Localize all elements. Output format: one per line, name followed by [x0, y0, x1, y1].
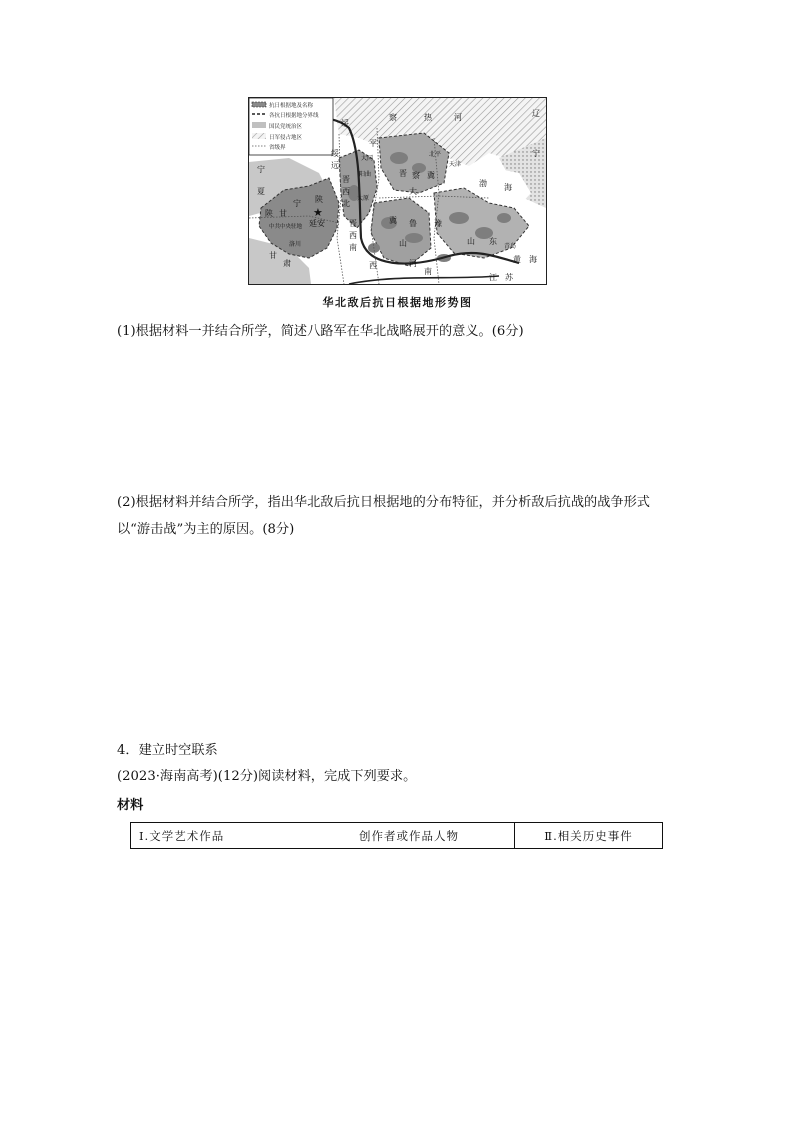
map-label: 海: [504, 183, 512, 192]
map-label: 洛川: [289, 241, 302, 248]
legend-swatch-kmt: [252, 122, 266, 128]
map-label: 阳曲: [359, 171, 372, 178]
map-label: 太原: [357, 195, 370, 202]
map-label: 渤: [479, 179, 487, 188]
map-label: 西: [349, 231, 357, 240]
map-label: 宁: [532, 149, 540, 158]
map-label: 察: [389, 113, 397, 122]
map-label: 天津: [449, 161, 462, 168]
question-1: (1)根据材料一并结合所学，简述八路军在华北战略展开的意义。(6分): [117, 324, 524, 339]
map-label: 河: [409, 259, 417, 268]
legend-label: 国民党统治区: [269, 124, 303, 130]
section-title: 4．建立时空联系: [117, 743, 218, 758]
legend-label: 各抗日根据地分界线: [269, 113, 319, 119]
table-header-events: Ⅱ.相关历史事件: [544, 828, 633, 843]
jin-ji-yu-base: [371, 198, 431, 266]
map-label: 西: [369, 261, 377, 270]
map-label: 陕: [315, 195, 323, 204]
legend-label: 日军侵占地区: [269, 135, 303, 141]
map-label: 豫: [434, 219, 442, 228]
yanan-star-icon: ★: [313, 206, 323, 219]
map-label: 南: [424, 267, 432, 276]
map-label: 远: [331, 161, 339, 170]
table-header-works: Ⅰ.文学艺术作品: [139, 828, 225, 843]
map-caption: 华北敌后抗日根据地形势图: [322, 296, 473, 309]
map-label: 苏: [505, 273, 513, 282]
map-label: 西: [342, 187, 350, 196]
material-table: [130, 822, 663, 849]
table-header-cell-1: [131, 823, 514, 848]
map-label: 宁: [257, 165, 265, 174]
map-label: 北: [342, 199, 350, 208]
material-label: 材料: [117, 798, 144, 813]
map-label: 晋: [342, 175, 350, 184]
map-label: 山: [467, 237, 475, 246]
map-label: 江: [489, 273, 497, 282]
map-label: 甘: [269, 251, 277, 260]
map-label: 绥: [341, 119, 349, 128]
map-label: 东: [489, 237, 497, 246]
map-label: 冀: [389, 216, 397, 225]
map-label: 青岛: [504, 243, 517, 250]
map-label: 黄: [513, 255, 521, 264]
map-label: 河: [454, 113, 462, 122]
map-label: 绥: [331, 149, 339, 158]
map-label: 大: [409, 187, 417, 196]
map-label: 甘: [279, 209, 287, 218]
map-label: 晋: [399, 169, 407, 178]
question-2: (2)根据材料并结合所学，指出华北敌后抗日根据地的分布特征，并分析敌后抗战的战争形式以“游击战”为主的原因。(8分): [117, 495, 650, 537]
section-source: (2023·海南高考)(12分)阅读材料，完成下列要求。: [117, 769, 417, 784]
river-south: [349, 276, 499, 284]
map-label: 热: [424, 113, 432, 122]
map-label: 夏: [257, 187, 265, 196]
table-header-creator: 创作者或作品人物: [359, 828, 459, 843]
map-label: 察: [412, 171, 420, 180]
map-label: 北平: [429, 151, 442, 158]
map-label: 肃: [283, 259, 291, 268]
legend-label: 省级界: [269, 145, 286, 151]
map-label: 南: [349, 243, 357, 252]
map-label: 平: [369, 139, 377, 148]
map-label: 延安: [309, 219, 325, 228]
map-label: 山: [399, 239, 407, 248]
legend-swatch-japanese: [252, 133, 266, 139]
table-header-cell-2: [514, 823, 662, 848]
map-label: 晋: [349, 219, 357, 228]
map-label: 辽: [532, 109, 540, 118]
map-label: 鲁: [409, 219, 417, 228]
map-label: 陕: [265, 209, 273, 218]
map-label: 宁: [293, 199, 301, 208]
map-label: 中共中央驻地: [269, 224, 303, 230]
legend-label: 抗日根据地及名称: [269, 103, 314, 109]
map-label: 海: [529, 255, 537, 264]
legend-swatch-base: [252, 102, 266, 107]
north-china-base-map: [248, 97, 547, 285]
map-label: 冀: [427, 171, 435, 180]
map-label: 大同: [361, 155, 374, 162]
